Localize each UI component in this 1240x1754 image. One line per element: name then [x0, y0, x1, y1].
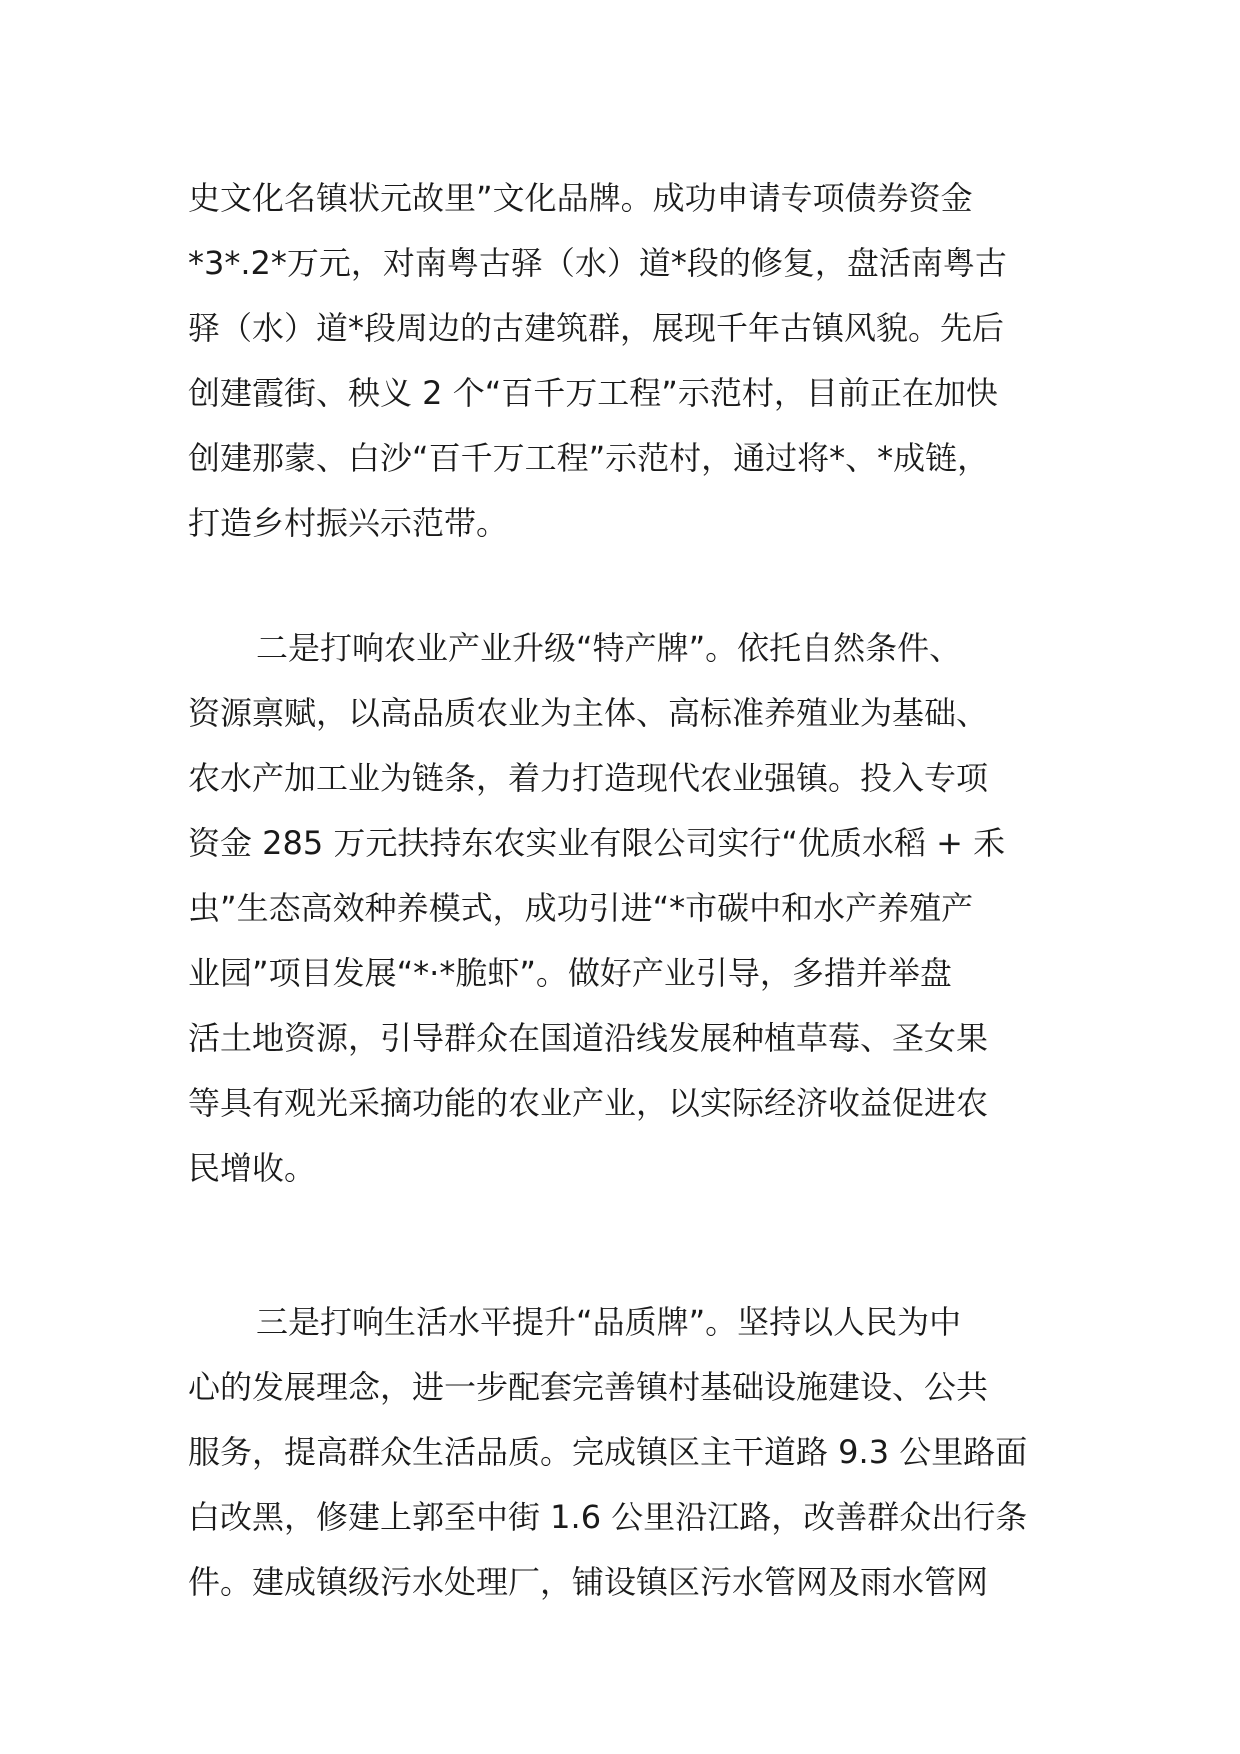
text-line: 创建那蒙、白沙“百千万工程”示范村，通过将*、*成链，: [188, 439, 990, 477]
paragraph-3: [188, 1290, 1088, 1615]
text-line: 件。建成镇级污水处理厂，铺设镇区污水管网及雨水管网: [188, 1563, 989, 1601]
text-line: 打造乡村振兴示范带。: [188, 504, 509, 542]
paragraph-1: [188, 166, 1088, 556]
text-line-first: 三是打响生活水平提升“品质牌”。坚持以人民为中: [256, 1303, 962, 1341]
text-line: 业园”项目发展“*·*脆虾”。做好产业引导，多措并举盘: [188, 954, 952, 992]
text-line: 民增收。: [188, 1149, 317, 1187]
text-line: 驿（水）道*段周边的古建筑群，展现千年古镇风貌。先后: [188, 309, 1005, 347]
text-line: 等具有观光采摘功能的农业产业，以实际经济收益促进农: [188, 1084, 989, 1122]
text-line: 资源禀赋，以高品质农业为主体、高标准养殖业为基础、: [188, 694, 989, 732]
text-line: 创建霞街、秧义 2 个“百千万工程”示范村，目前正在加快: [188, 374, 998, 412]
text-line: 白改黑，修建上郭至中街 1.6 公里沿江路，改善群众出行条: [188, 1498, 1028, 1536]
text-line-first: 二是打响农业产业升级“特产牌”。依托自然条件、: [256, 629, 962, 667]
text-line: 虫”生态高效种养模式，成功引进“*市碳中和水产养殖产: [188, 889, 974, 927]
text-line: 农水产加工业为链条，着力打造现代农业强镇。投入专项: [188, 759, 989, 797]
text-line: 资金 285 万元扶持东农实业有限公司实行“优质水稻 + 禾: [188, 824, 1006, 862]
text-line: 史文化名镇状元故里”文化品牌。成功申请专项债券资金: [188, 179, 973, 217]
paragraph-2: [188, 616, 1088, 1201]
text-line: 服务，提高群众生活品质。完成镇区主干道路 9.3 公里路面: [188, 1433, 1028, 1471]
text-line: 活土地资源，引导群众在国道沿线发展种植草莓、圣女果: [188, 1019, 989, 1057]
text-line: *3*.2*万元，对南粤古驿（水）道*段的修复，盘活南粤古: [188, 244, 1007, 282]
text-line: 心的发展理念，进一步配套完善镇村基础设施建设、公共: [188, 1368, 989, 1406]
